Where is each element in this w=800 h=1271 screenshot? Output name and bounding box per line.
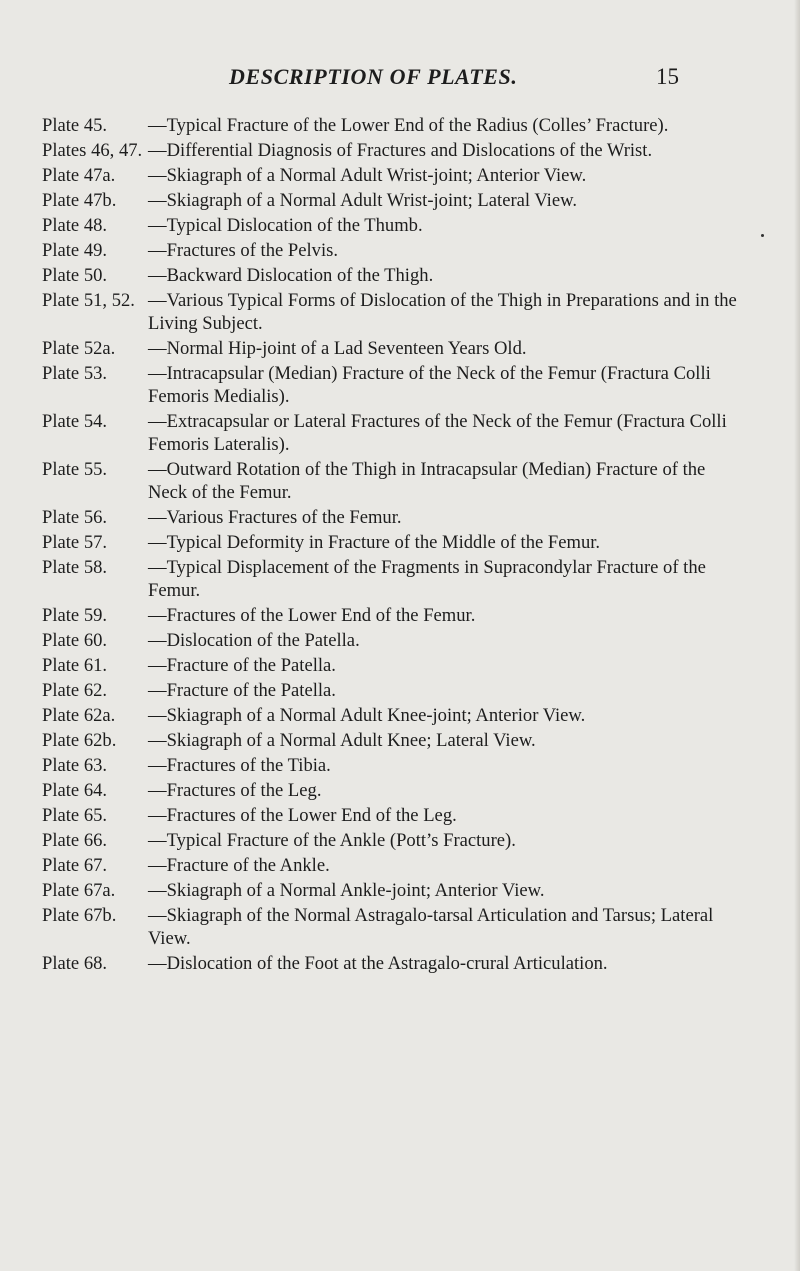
plate-description: —Typical Displacement of the Fragments in Supracondylar Fracture of the Femur.: [148, 557, 706, 601]
page-header: [0, 64, 800, 94]
plate-label: Plate 67b.: [42, 905, 117, 926]
plate-label: Plate 58.: [42, 557, 108, 578]
plate-description: —Skiagraph of the Normal Astragalo-tarsal Articulation and Tarsus; Lateral View.: [148, 905, 714, 949]
plate-entry: [42, 829, 742, 852]
plate-entry: [42, 337, 742, 360]
plate-description: —Various Fractures of the Femur.: [148, 507, 402, 528]
plate-label: Plate 65.: [42, 805, 108, 826]
plate-entry: [42, 139, 742, 162]
page-edge-shadow: [794, 0, 800, 1271]
plate-label: Plate 53.: [42, 363, 108, 384]
plate-description: —Typical Fracture of the Ankle (Pott’s Fracture).: [148, 830, 516, 851]
plate-entry: [42, 779, 742, 802]
plate-description: —Normal Hip-joint of a Lad Seventeen Years Old.: [148, 338, 527, 359]
plate-label: Plate 62a.: [42, 705, 116, 726]
plate-description: —Typical Dislocation of the Thumb.: [148, 215, 423, 236]
plate-description: —Various Typical Forms of Dislocation of the Thigh in Preparations and in the Living Subject.: [148, 290, 737, 334]
plate-entry: [42, 362, 742, 408]
ink-speck: [761, 234, 764, 237]
plate-label: Plate 54.: [42, 411, 108, 432]
plate-list: [42, 114, 742, 977]
plate-entry: [42, 904, 742, 950]
plate-label: Plate 52a.: [42, 338, 116, 359]
plate-description: —Fractures of the Lower End of the Leg.: [148, 805, 457, 826]
plate-description: —Fracture of the Patella.: [148, 655, 336, 676]
plate-label: Plate 62b.: [42, 730, 117, 751]
plate-description: —Skiagraph of a Normal Adult Knee; Lateral View.: [148, 730, 536, 751]
plate-entry: [42, 410, 742, 456]
plate-label: Plate 47a.: [42, 165, 116, 186]
plate-entry: [42, 952, 742, 975]
running-head: DESCRIPTION OF PLATES.: [229, 64, 518, 89]
plate-label: Plate 57.: [42, 532, 108, 553]
plate-entry: [42, 754, 742, 777]
plate-label: Plate 66.: [42, 830, 108, 851]
plate-label: Plate 59.: [42, 605, 108, 626]
plate-entry: [42, 679, 742, 702]
plate-description: —Intracapsular (Median) Fracture of the Neck of the Femur (Fractura Colli Femoris Medialis).: [148, 363, 711, 407]
plate-entry: [42, 239, 742, 262]
plate-description: —Differential Diagnosis of Fractures and Dislocations of the Wrist.: [148, 140, 653, 161]
plate-entry: [42, 729, 742, 752]
plate-entry: [42, 879, 742, 902]
page-number: 15: [656, 64, 679, 89]
plate-description: —Skiagraph of a Normal Adult Knee-joint; Anterior View.: [148, 705, 586, 726]
plate-entry: [42, 214, 742, 237]
plate-entry: [42, 556, 742, 602]
plate-entry: [42, 804, 742, 827]
plate-label: Plate 67a.: [42, 880, 116, 901]
plate-description: —Typical Fracture of the Lower End of the Radius (Colles’ Fracture).: [148, 115, 669, 136]
plate-label: Plate 61.: [42, 655, 108, 676]
plate-description: —Fracture of the Patella.: [148, 680, 336, 701]
plate-entry: [42, 114, 742, 137]
plate-label: Plate 47b.: [42, 190, 117, 211]
plate-description: —Dislocation of the Patella.: [148, 630, 360, 651]
plate-label: Plate 56.: [42, 507, 108, 528]
plate-label: Plate 64.: [42, 780, 108, 801]
plate-entry: [42, 264, 742, 287]
plate-description: —Fractures of the Lower End of the Femur.: [148, 605, 476, 626]
plate-description: —Skiagraph of a Normal Ankle-joint; Anterior View.: [148, 880, 545, 901]
plate-label: Plate 50.: [42, 265, 108, 286]
plate-label: Plate 62.: [42, 680, 108, 701]
plate-description: —Fractures of the Tibia.: [148, 755, 331, 776]
plate-description: —Skiagraph of a Normal Adult Wrist-joint; Lateral View.: [148, 190, 577, 211]
plate-label: Plate 55.: [42, 459, 108, 480]
plate-label: Plate 63.: [42, 755, 108, 776]
plate-label: Plate 68.: [42, 953, 108, 974]
plate-description: —Skiagraph of a Normal Adult Wrist-joint; Anterior View.: [148, 165, 587, 186]
plate-label: Plate 67.: [42, 855, 108, 876]
plate-entry: [42, 654, 742, 677]
plate-entry: [42, 506, 742, 529]
plate-label: Plate 49.: [42, 240, 108, 261]
plate-description: —Fractures of the Leg.: [148, 780, 322, 801]
plate-description: —Dislocation of the Foot at the Astragalo-crural Articulation.: [148, 953, 608, 974]
plate-entry: [42, 458, 742, 504]
plate-entry: [42, 604, 742, 627]
plate-description: —Fractures of the Pelvis.: [148, 240, 339, 261]
plate-description: —Backward Dislocation of the Thigh.: [148, 265, 434, 286]
plate-description: —Extracapsular or Lateral Fractures of the Neck of the Femur (Fractura Colli Femoris Lateralis).: [148, 411, 727, 455]
plate-label: Plate 48.: [42, 215, 108, 236]
plate-entry: [42, 189, 742, 212]
plate-entry: [42, 289, 742, 335]
plate-entry: [42, 854, 742, 877]
plate-label: Plate 51, 52.: [42, 290, 135, 311]
plate-entry: [42, 629, 742, 652]
plate-description: —Typical Deformity in Fracture of the Middle of the Femur.: [148, 532, 601, 553]
plate-entry: [42, 531, 742, 554]
plate-label: Plate 45.: [42, 115, 108, 136]
plate-label: Plate 60.: [42, 630, 108, 651]
plate-description: —Fracture of the Ankle.: [148, 855, 330, 876]
plate-label: Plates 46, 47.: [42, 140, 143, 161]
plate-entry: [42, 704, 742, 727]
plate-description: —Outward Rotation of the Thigh in Intracapsular (Median) Fracture of the Neck of the Femur.: [148, 459, 706, 503]
plate-entry: [42, 164, 742, 187]
